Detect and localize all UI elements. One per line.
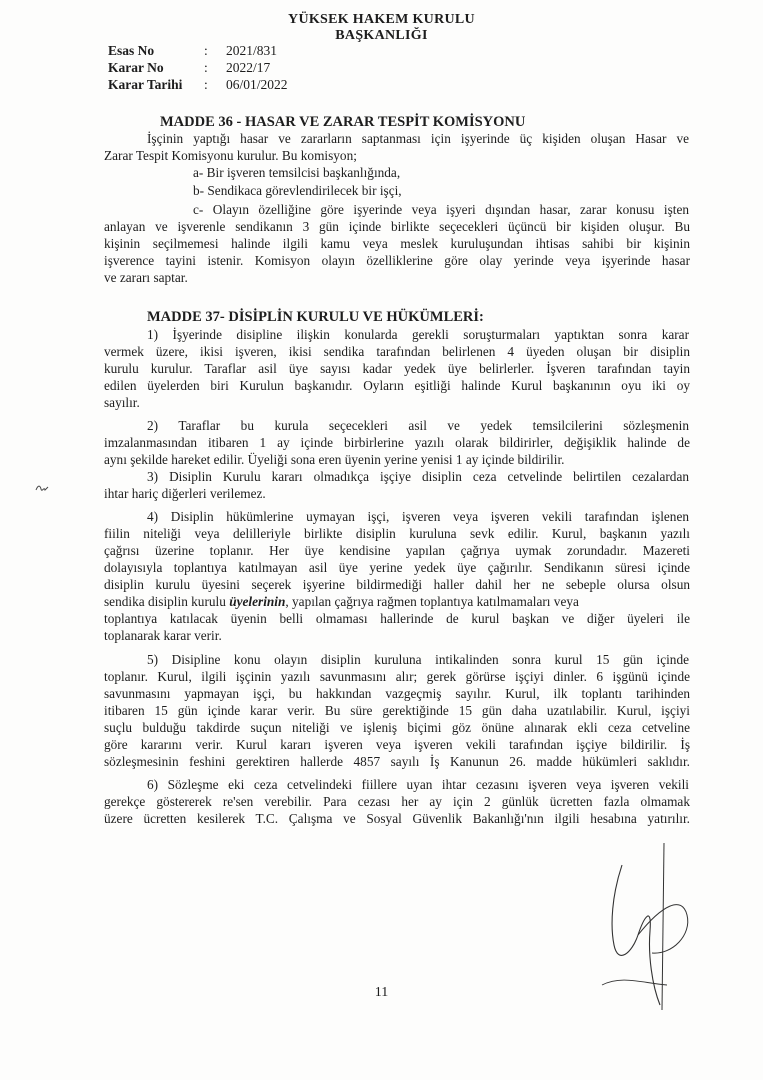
- article-37-line: disiplin kurulu üyesini seçerek işyerine bildirmediği haller dahil her ne sebeple olursa olsun: [104, 577, 690, 592]
- meta-row-esas: [108, 42, 288, 59]
- article-36-line: işverence tayini istenir. Komisyon olayın özelliklerine göre olay yerinde veya işyerinde hasar: [104, 253, 690, 268]
- article-37-line: 4) Disiplin hükümlerine uymayan işçi, işveren veya işveren vekili tarafından işlenen: [147, 509, 689, 524]
- article-37-line: göre kararını verir. Kurul kararı işveren veya işveren vekili tarafından işçiye bildirilir. İş: [104, 737, 690, 752]
- article-36-line: ve zararı saptar.: [104, 270, 188, 285]
- article-37-line: imzalanmasından itibaren 1 ay içinde birbirlerine yazılı olarak bildirirler, değişiklik halinde de: [104, 435, 690, 450]
- meta-label: Karar Tarihi: [108, 77, 183, 92]
- meta-label: Esas No: [108, 43, 155, 58]
- article-37-line: itibaren 15 gün içinde karar verir. Bu süre gerektiğinde 15 gün daha uzatılabilir. Kurul, işçiyi: [104, 703, 690, 718]
- meta-row-karar: [108, 59, 288, 76]
- article-37-line: ihtar hariç diğerleri verilemez.: [104, 486, 266, 501]
- article-37-line: kurulu kurulur. Taraflar asil üye sayısı kadar yedek üye belirlerler. İşveren tarafından tayin: [104, 361, 690, 376]
- meta-label: Karar No: [108, 60, 164, 75]
- article-37-line: üzere ücretten kesilerek T.C. Çalışma ve Sosyal Güvenlik Bakanlığı'nın ilgili hesabına yatırılır.: [104, 811, 690, 826]
- article-37-line: edilen üyelerden biri Kurulun başkanıdır. Oyların eşitliği halinde Kurul başkanının oyu iki oy: [104, 378, 690, 393]
- article-37-line: vermek üzere, ikisi işveren, ikisi sendika tarafından belirlenen 4 üyeden oluşan bir disiplin: [104, 344, 690, 359]
- meta-sep: :: [204, 60, 208, 75]
- article-37-line: sözleşmesinin feshini gerektiren hallerde 4857 sayılı İş Kanunun 26. madde hükümleri saklıdır.: [104, 754, 690, 769]
- article-37-line: 1) İşyerinde disipline ilişkin konularda gerekli soruşturmaları yaptıktan sonra karar: [147, 327, 689, 342]
- article-37-line: sayılır.: [104, 395, 140, 410]
- article-37-line: 5) Disipline konu olayın disiplin kuruluna intikalinden sonra kurul 15 gün içinde: [147, 652, 689, 667]
- text-fragment: sendika disiplin kurulu: [104, 594, 226, 609]
- text-fragment: , yapılan çağrıya rağmen toplantıya katılmamaları veya: [285, 594, 579, 609]
- article-37-line: çağrısı üzerine toplanır. Her üye kendisine yapılan çağrıya uymak zorundadır. Mazereti: [104, 543, 690, 558]
- article-36-line: İşçinin yaptığı hasar ve zararların saptanması için işyerinde üç kişiden oluşan Hasar ve: [147, 131, 689, 146]
- emphasized-word: üyelerinin: [229, 594, 286, 609]
- meta-sep: :: [204, 43, 208, 58]
- institution-subtitle: BAŞKANLIĞI: [335, 28, 428, 43]
- article-37-heading: MADDE 37- DİSİPLİN KURULU VE HÜKÜMLERİ:: [147, 309, 484, 325]
- meta-value: 06/01/2022: [226, 77, 288, 92]
- article-37-line: savunmasını yapmayan işçi, bu hakkından vazgeçmiş sayılır. Kurul, ilk toplantı tarihinden: [104, 686, 690, 701]
- article-36-line: anlayan ve işverenle sendikanın 3 gün içinde birlikte seçecekleri üçüncü bir kişiden oluşur. Bu: [104, 219, 690, 234]
- article-37-line: toplanarak karar verir.: [104, 628, 222, 643]
- article-37-line-mixed: [104, 594, 690, 611]
- institution-name: YÜKSEK HAKEM KURULU: [288, 12, 475, 27]
- article-37-line: 6) Sözleşme eki ceza cetvelindeki fiillere uyan ihtar cezasını işveren veya işveren vekili: [147, 777, 689, 792]
- article-36-heading: MADDE 36 - HASAR VE ZARAR TESPİT KOMİSYONU: [160, 114, 526, 130]
- meta-value: 2021/831: [226, 43, 278, 58]
- article-37-line: 2) Taraflar bu kurula seçecekleri asil ve yedek temsilcilerini sözleşmenin: [147, 418, 689, 433]
- article-36-item: a- Bir işveren temsilcisi başkanlığında,: [193, 165, 401, 180]
- article-36-line: kişinin seçilmemesi halinde ilgili kamu veya meslek kuruluşundan ihtisas sahibi bir kişinin: [104, 236, 690, 251]
- article-37-line: gerekçe göstererek re'sen verebilir. Para cezası her ay için 2 günlük ücretten fazla olmamak: [104, 794, 690, 809]
- article-36-item: c- Olayın özelliğine göre işyerinde veya işyeri dışından hasar, zarar konusu işten: [193, 202, 689, 217]
- meta-sep: :: [204, 77, 208, 92]
- meta-value: 2022/17: [226, 60, 271, 75]
- article-36-line: Zarar Tespit Komisyonu kurulur. Bu komisyon;: [104, 148, 357, 163]
- article-37-line: toplantıya katılacak üyenin belli olmaması hallerinde de kurul başkan ve diğer üyeleri ile: [104, 611, 690, 626]
- article-37-line: 3) Disiplin Kurulu kararı olmadıkça işçiye disiplin ceza cetvelinde belirtilen cezalardan: [147, 469, 689, 484]
- article-37-line: dolayısıyla toplantıya katılmayan asil üye yerine yedek üye çağırılır. Sendikanın süresi içinde: [104, 560, 690, 575]
- article-36-item: b- Sendikaca görevlendirilecek bir işçi,: [193, 183, 402, 198]
- article-37-line: fiilin niteliği veya delilleriyle birlikte disiplin kuruluna sevk edilir. Kurul, başkanın yazılı: [104, 526, 690, 541]
- meta-row-tarih: [108, 76, 288, 93]
- margin-pen-mark: [35, 483, 49, 493]
- article-37-line: suçlu bulduğu takdirde suçun niteliği ve işleniş biçimi göz önüne alınarak ekli ceza cetveline: [104, 720, 690, 735]
- page-number: 11: [374, 985, 389, 1000]
- case-meta: [108, 42, 288, 93]
- article-37-line: aynı şekilde hareket edilir. Üyeliği sona eren üyenin yerine yenisi 1 ay içinde bildirilir.: [104, 452, 565, 467]
- article-37-line: toplanır. Kurul, ilgili işçinin yazılı savunmasını alır; gerek görürse işçiyi dinler. 6 işgünü içinde: [104, 669, 690, 684]
